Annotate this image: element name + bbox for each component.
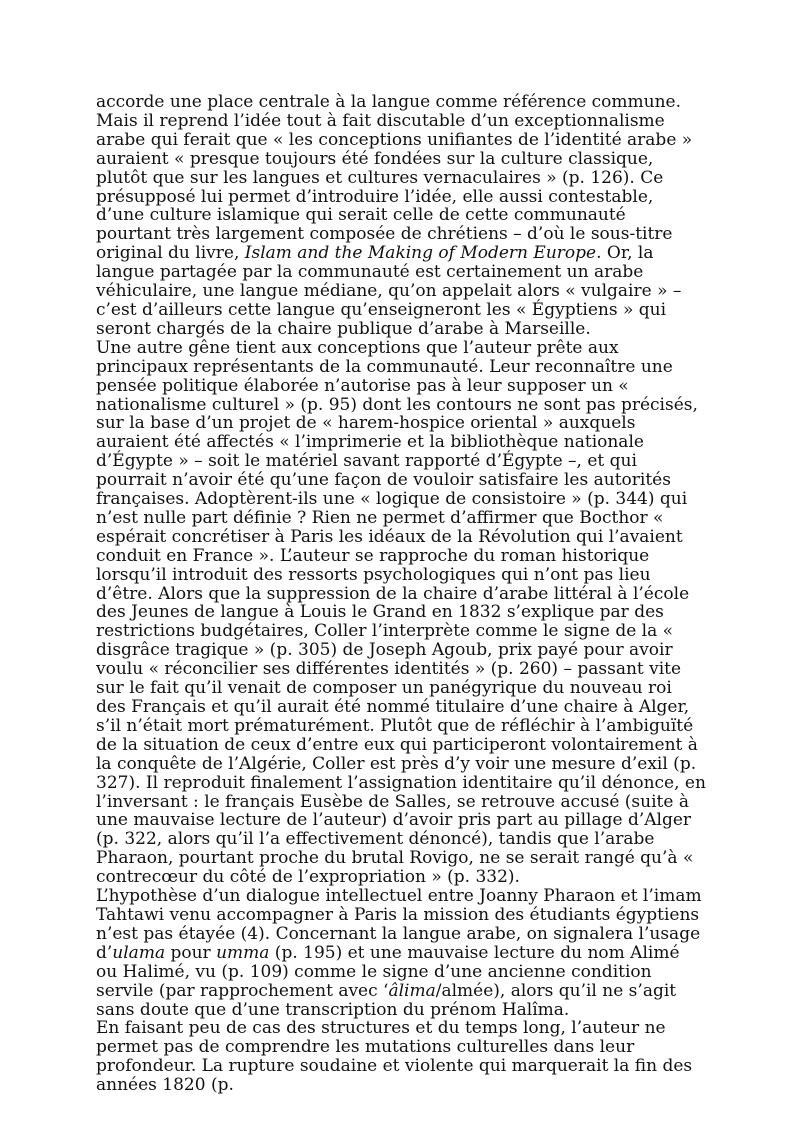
paragraph: En faisant peu de cas des structures et du temps long, l’auteur ne permet pas de comprendre les mutations culturelles dans leur profondeur. La rupture soudaine et violente qui marquerait la fin des années 1820 (p. — [96, 1018, 693, 1096]
paragraph — [96, 93, 706, 339]
paragraph — [96, 887, 706, 1019]
italic-term: âlima — [388, 980, 436, 1001]
paragraph-text: pour — [165, 942, 217, 963]
italic-term: ulama — [112, 942, 166, 963]
paragraph-text: accorde une place centrale à la langue comme référence commune. Mais il reprend l’idée tout à fait discutable d’un exceptionnalisme arabe qui ferait que « les conceptions unifiantes de l’identité arabe » auraient « presque toujours été fondées sur la culture classique, plutôt que sur les langues et cultures vernaculaires » (p. 126). Ce présupposé lui permet d’introduire l’idée, elle aussi contestable, d’une culture islamique qui serait celle de cette communauté pourtant très largement composée de chrétiens – d’où le sous-titre original du livre, — [96, 92, 693, 264]
document-page — [96, 93, 706, 1095]
paragraph-text: L’hypothèse d’un dialogue intellectuel entre Joanny Pharaon et l’imam Tahtawi venu accompagner à Paris la mission des étudiants égyptiens n’est pas étayée (4). Concernant la langue arabe, on signalera l’usage d’ — [96, 886, 702, 963]
paragraph-text: (p. 195) et une mauvaise lecture du nom Alimé ou Halimé, vu (p. 109) comme le signe d’une ancienne condition servile (par rapprochement avec ‘ — [96, 942, 680, 1001]
italic-term: umma — [216, 942, 270, 963]
paragraph-text: . Or, la langue partagée par la communauté est certainement un arabe véhiculaire, une langue médiane, qu’on appelait alors « vulgaire » – c’est d’ailleurs cette langue qu’enseigneront les « Égyptiens » qui seront chargés de la chaire publique d’arabe à Marseille. — [96, 243, 682, 339]
paragraph: Une autre gêne tient aux conceptions que l’auteur prête aux principaux représentants de la communauté. Leur reconnaître une pensée politique élaborée n’autorise pas à leur supposer un « nationalisme culturel » (p. 95) dont les contours ne sont pas précisés, sur la base d’un projet de « harem-hospice oriental » auxquels auraient été affectés « l’imprimerie et la bibliothèque nationale d’Égypte » – soit le matériel savant rapporté d’Égypte –, et qui pourrait n’avoir été qu’une façon de vouloir satisfaire les autorités françaises. Adoptèrent-ils une « logique de consistoire » (p. 344) qui n’est nulle part définie ? Rien ne permet d’affirmer que Bocthor « espérait concrétiser à Paris les idéaux de la Révolution qui l’avaient conduit en France ». L’auteur se rapproche du roman historique lorsqu’il introduit des ressorts psychologiques qui n’ont pas lieu d’être. Alors que la suppression de la chaire d’arabe littéral à l’école des Jeunes de langue à Louis le Grand en 1832 s’explique par des restrictions budgétaires, Coller l’interprète comme le signe de la « disgrâce tragique » (p. 305) de Joseph Agoub, prix payé pour avoir voulu « réconcilier ses différentes identités » (p. 260) – passant vite sur le fait qu’il venait de composer un panégyrique du nouveau roi des Français et qu’il aurait été nommé titulaire d’une chaire à Alger, s’il n’était mort prématurément. Plutôt que de réfléchir à l’ambiguïté de la situation de ceux d’entre eux qui participeront volontairement à la conquête de l’Algérie, Coller est près d’y voir une mesure d’exil (p. 327). Il reproduit finalement l’assignation identitaire qu’il dénonce, en l’inversant : le français Eusèbe de Salles, se retrouve accusé (suite à une mauvaise lecture de l’auteur) d’avoir pris part au pillage d’Alger (p. 322, alors qu’il l’a effectivement dénoncé), tandis que l’arabe Pharaon, pourtant proche du brutal Rovigo, ne se serait rangé qu’à « contrecœur du côté de l’expropriation » (p. 332). — [96, 337, 706, 888]
paragraph-text: /almée), alors qu’il ne s’agit sans doute que d’une transcription du prénom Halîma. — [96, 980, 677, 1020]
book-subtitle: Islam and the Making of Modern Europe — [244, 243, 597, 264]
